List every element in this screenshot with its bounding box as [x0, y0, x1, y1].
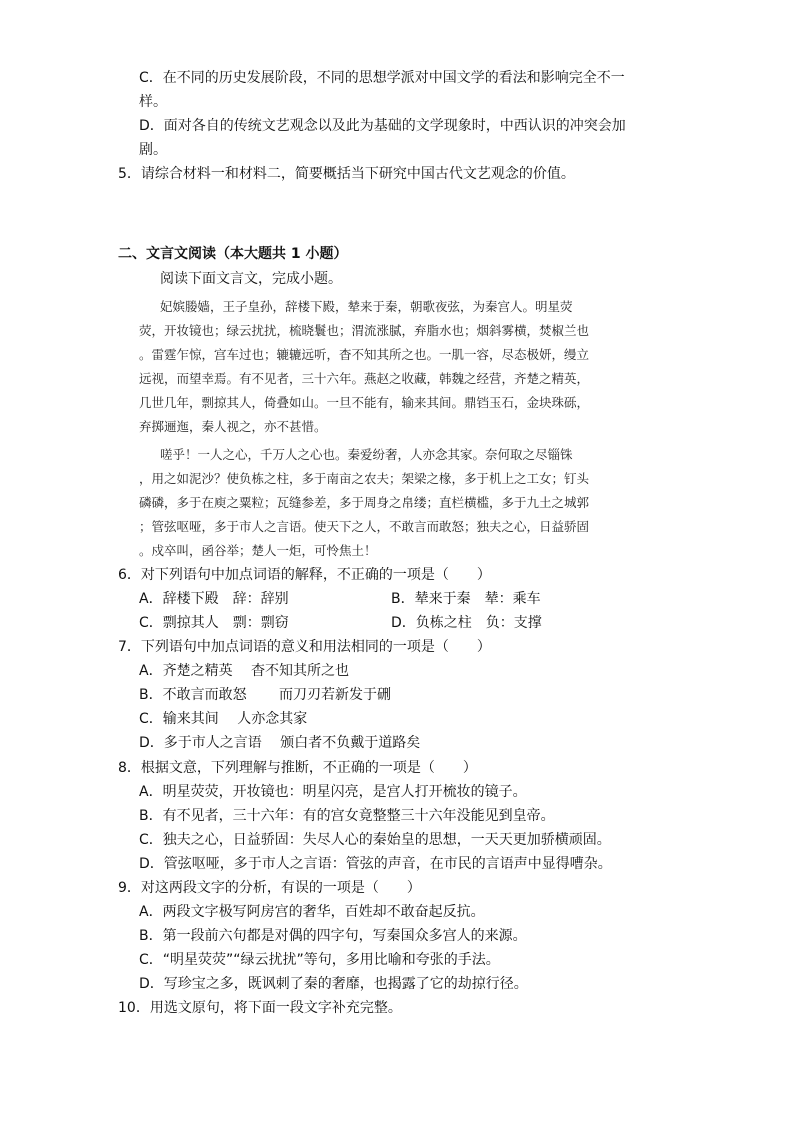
q4-option-c-line1: C．在不同的历史发展阶段，不同的思想学派对中国文学的看法和影响完全不一 — [139, 70, 625, 86]
passage-line: 。戍卒叫，函谷举；楚人一炬，可怜焦土！ — [139, 543, 377, 558]
passage-instruction: 阅读下面文言文，完成小题。 — [160, 271, 342, 287]
question-8-stem: 8．根据文意，下列理解与推断，不正确的一项是（ ） — [118, 760, 477, 776]
section-title: 二、文言文阅读（本大题共 1 小题） — [118, 246, 348, 262]
option-b: B．不敢言而敢怒 而刀刃若新发于硎 — [139, 687, 392, 703]
passage-line: 妃嫔媵嫱，王子皇孙，辞楼下殿，辇来于秦，朝歌夜弦，为秦宫人。明星荧 — [160, 299, 573, 314]
passage-line: 磷磷，多于在庾之粟粒；瓦缝参差，多于周身之帛缕；直栏横槛，多于九土之城郭 — [139, 495, 590, 510]
option-d: D．负栋之柱 负：支撑 — [391, 615, 542, 631]
option-c: C．独夫之心，日益骄固：失尽人心的秦始皇的思想，一天天更加骄横顽固。 — [139, 832, 611, 848]
passage-line: ；管弦呕哑，多于市人之言语。使天下之人，不敢言而敢怒；独夫之心，日益骄固 — [139, 519, 590, 534]
option-b: B．第一段前六句都是对偶的四字句，写秦国众多宫人的来源。 — [139, 928, 527, 944]
option-a: A．明星荧荧，开妆镜也：明星闪亮，是宫人打开梳妆的镜子。 — [139, 784, 527, 800]
passage-line: 弃掷逦迤，秦人视之，亦不甚惜。 — [139, 419, 327, 434]
question-9-stem: 9．对这两段文字的分析，有误的一项是（ ） — [118, 880, 421, 896]
passage-line: 荧，开妆镜也；绿云扰扰，梳晓鬟也；渭流涨腻，弃脂水也；烟斜雾横，焚椒兰也 — [139, 323, 590, 338]
question-5: 5．请综合材料一和材料二，简要概括当下研究中国古代文艺观念的价值。 — [118, 166, 575, 182]
question-10-stem: 10．用选文原句，将下面一段文字补充完整。 — [118, 1000, 402, 1016]
option-d: D．管弦呕哑，多于市人之言语：管弦的声音，在市民的言语声中显得嘈杂。 — [139, 856, 612, 872]
option-b: B．辇来于秦 辇：乘车 — [391, 591, 541, 607]
q4-option-d-line1: D．面对各自的传统文艺观念以及此为基础的文学现象时，中西认识的冲突会加 — [139, 118, 626, 134]
q4-option-d-line2: 剧。 — [139, 142, 167, 158]
option-c: C．输来其间 人亦念其家 — [139, 711, 308, 727]
passage-line: 远视，而望幸焉。有不见者，三十六年。燕赵之收藏，韩魏之经营，齐楚之精英， — [139, 371, 590, 386]
option-d: D．写珍宝之多，既讽刺了秦的奢靡，也揭露了它的劫掠行径。 — [139, 976, 528, 992]
question-7-stem: 7．下列语句中加点词语的意义和用法相同的一项是（ ） — [118, 639, 491, 655]
passage-line: 。雷霆乍惊，宫车过也；辘辘远听，杳不知其所之也。一肌一容，尽态极妍，缦立 — [139, 347, 590, 362]
option-a: A．齐楚之精英 杳不知其所之也 — [139, 663, 350, 679]
passage-line: 几世几年，剽掠其人，倚叠如山。一旦不能有，输来其间。鼎铛玉石，金块珠砾， — [139, 395, 590, 410]
option-b: B．有不见者，三十六年：有的宫女竟整整三十六年没能见到皇帝。 — [139, 808, 555, 824]
question-6-stem: 6．对下列语句中加点词语的解释，不正确的一项是（ ） — [118, 567, 491, 583]
option-c: C．“明星荧荧”“绿云扰扰”等句，多用比喻和夸张的手法。 — [139, 952, 500, 968]
q4-option-c-line2: 样。 — [139, 94, 167, 110]
question-6-options-row2 — [139, 613, 542, 633]
question-6-options-row1 — [139, 589, 541, 609]
option-a: A．辞楼下殿 辞：辞别 — [139, 591, 289, 607]
option-a: A．两段文字极写阿房宫的奢华，百姓却不敢奋起反抗。 — [139, 904, 485, 920]
passage-line: ，用之如泥沙？使负栋之柱，多于南亩之农夫；架梁之椽，多于机上之工女；钉头 — [139, 471, 590, 486]
passage-line: 嗟乎！一人之心，千万人之心也。秦爱纷奢，人亦念其家。奈何取之尽锱铢 — [160, 447, 573, 462]
option-d: D．多于市人之言语 颁白者不负戴于道路矣 — [139, 735, 421, 751]
option-c: C．剽掠其人 剽：剽窃 — [139, 615, 289, 631]
